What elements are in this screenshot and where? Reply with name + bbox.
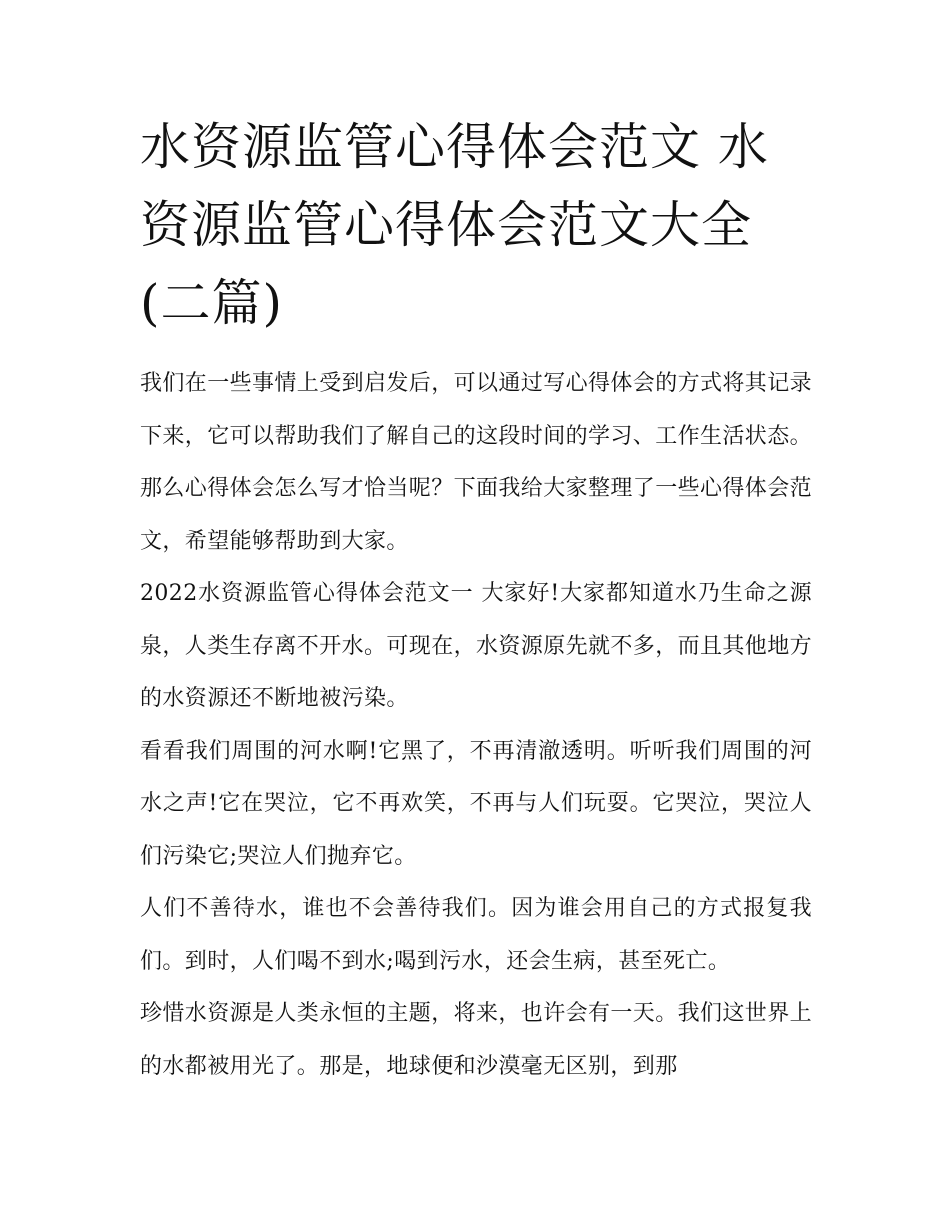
document-body (140, 358, 812, 1093)
document-content (140, 108, 812, 1093)
paragraph-3: 人们不善待水，谁也不会善待我们。因为谁会用自己的方式报复我们。到时，人们喝不到水;喝到污水，还会生病，甚至死亡。 (140, 896, 812, 974)
paragraph-intro: 我们在一些事情上受到启发后，可以通过写心得体会的方式将其记录下来，它可以帮助我们了解自己的这段时间的学习、工作生活状态。那么心得体会怎么写才恰当呢？下面我给大家整理了一些心得体会范文，希望能够帮助到大家。 (140, 371, 813, 554)
paragraph-2: 看看我们周围的河水啊!它黑了，不再清澈透明。听听我们周围的河水之声!它在哭泣，它不再欢笑，不再与人们玩耍。它哭泣，哭泣人们污染它;哭泣人们抛弃它。 (140, 738, 812, 869)
paragraph-1: 2022水资源监管心得体会范文一 大家好!大家都知道水乃生命之源泉，人类生存离不开水。可现在，水资源原先就不多，而且其他地方的水资源还不断地被污染。 (140, 581, 813, 711)
paragraph-4: 珍惜水资源是人类永恒的主题，将来，也许会有一天。我们这世界上的水都被用光了。那是，地球便和沙漠毫无区别，到那 (140, 1001, 813, 1079)
document-title: 水资源监管心得体会范文 水资源监管心得体会范文大全(二篇) (140, 118, 769, 332)
